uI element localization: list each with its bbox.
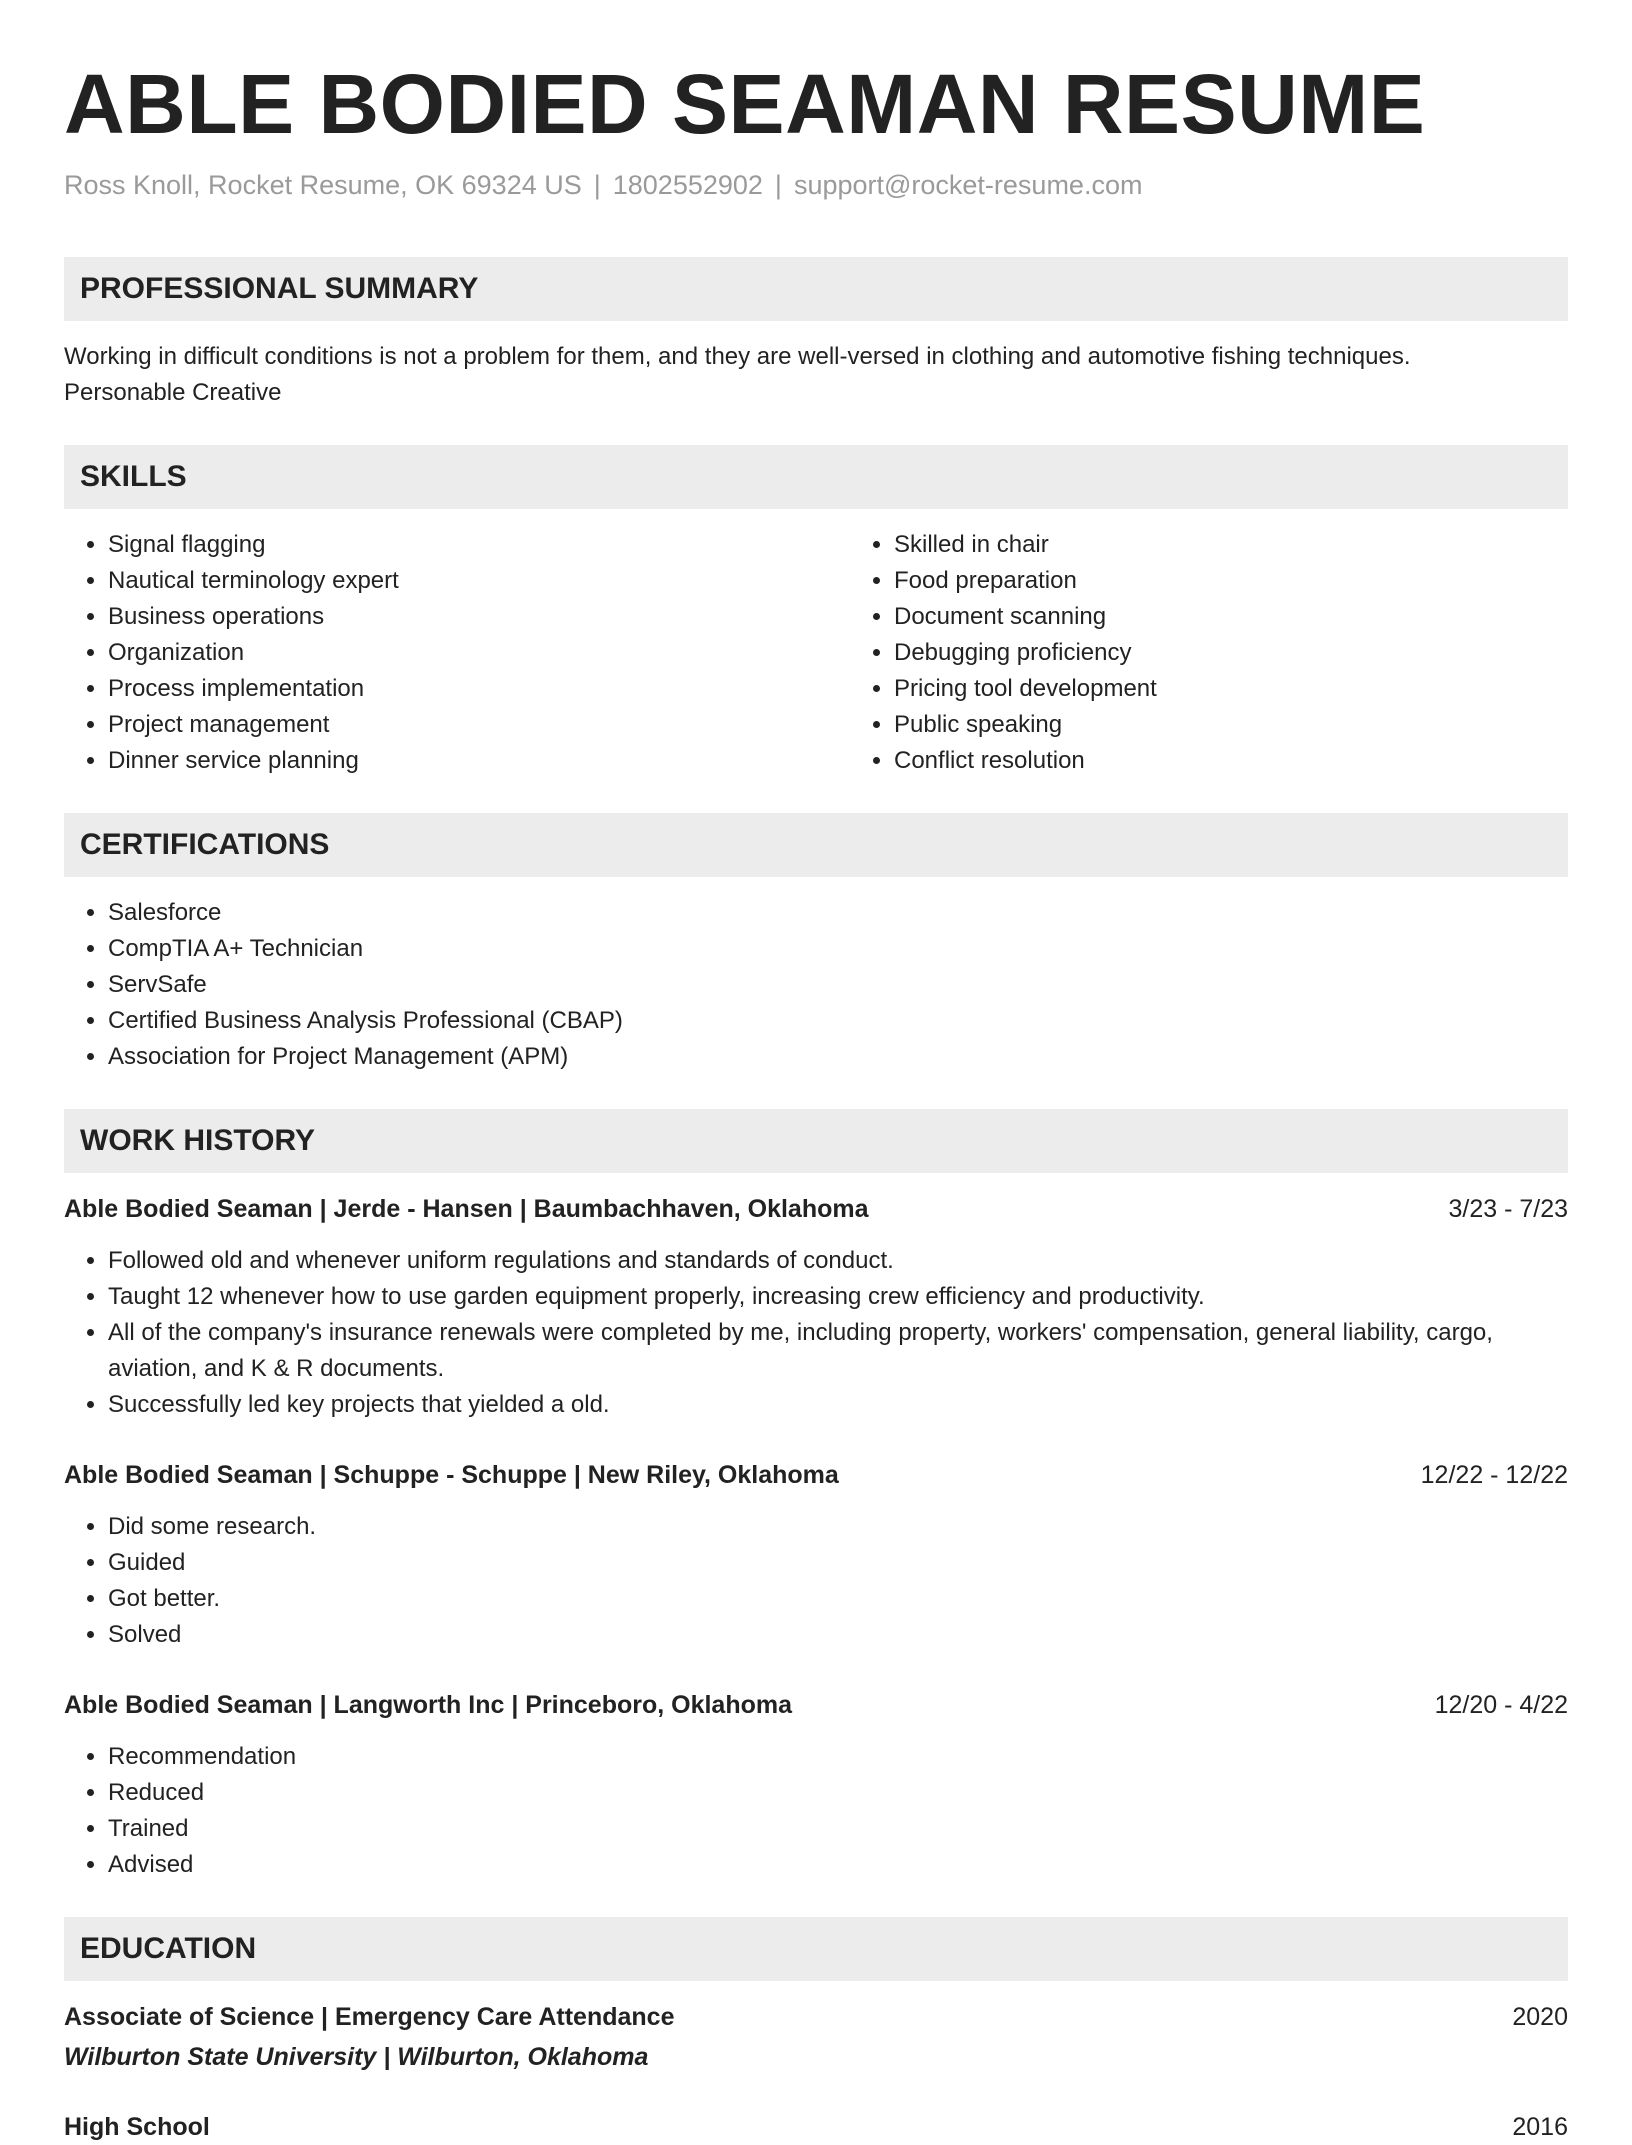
job-bullet: • Taught 12 whenever how to use garden equipment properly, increasing crew efficiency and productivity. (108, 1279, 1568, 1315)
contact-address: Ross Knoll, Rocket Resume, OK 69324 US (64, 170, 582, 201)
skills-list-right (850, 527, 1632, 779)
education-entry (64, 1999, 1568, 2075)
job-bullets (64, 1509, 1568, 1653)
summary-text (64, 339, 1568, 411)
education-year: 2016 (1512, 2113, 1568, 2142)
skill-item: • Public speaking (894, 707, 1632, 743)
skill-item: • Conflict resolution (894, 743, 1632, 779)
section-header-summary: PROFESSIONAL SUMMARY (64, 257, 1568, 321)
skill-item: • Document scanning (894, 599, 1632, 635)
education-school: Wilburton State University | Wilburton, Oklahoma (64, 2043, 649, 2072)
job-bullet: • Did some research. (108, 1509, 1568, 1545)
contact-line (64, 168, 1568, 203)
job-entry (64, 1687, 1568, 1883)
job-bullet: • Got better. (108, 1581, 1568, 1617)
skill-item: • Project management (108, 707, 850, 743)
skills-list-left (64, 527, 850, 779)
education-degree: High School (64, 2113, 210, 2142)
job-bullet: • Advised (108, 1847, 1568, 1883)
summary-line: Personable Creative (64, 379, 282, 407)
job-bullet: • Guided (108, 1545, 1568, 1581)
job-bullet: • Successfully led key projects that yielded a old. (108, 1387, 1568, 1423)
job-title: Able Bodied Seaman | Langworth Inc | Princeboro, Oklahoma (64, 1691, 793, 1720)
contact-separator: | (593, 170, 601, 201)
certification-item: • CompTIA A+ Technician (108, 931, 1568, 967)
job-bullet: • Followed old and whenever uniform regulations and standards of conduct. (108, 1243, 1568, 1279)
skill-item: • Food preparation (894, 563, 1632, 599)
section-header-certifications: CERTIFICATIONS (64, 813, 1568, 877)
job-date: 3/23 - 7/23 (1448, 1195, 1568, 1224)
education-year: 2020 (1512, 2003, 1568, 2032)
certification-item: • Association for Project Management (APM) (108, 1039, 1568, 1075)
job-bullet: • Solved (108, 1617, 1568, 1653)
skill-item: • Skilled in chair (894, 527, 1632, 563)
skills-grid (64, 509, 1568, 779)
job-title: Able Bodied Seaman | Schuppe - Schuppe | New Riley, Oklahoma (64, 1461, 839, 1490)
resume-title: ABLE BODIED SEAMAN RESUME (64, 57, 1426, 151)
skill-item: • Organization (108, 635, 850, 671)
summary-line: Working in difficult conditions is not a problem for them, and they are well-versed in clothing and automotive fishing techniques. (64, 343, 1411, 371)
job-bullets (64, 1739, 1568, 1883)
skill-item: • Dinner service planning (108, 743, 850, 779)
job-entry (64, 1457, 1568, 1653)
skill-item: • Business operations (108, 599, 850, 635)
skill-item: • Signal flagging (108, 527, 850, 563)
contact-email[interactable]: support@rocket-resume.com (793, 170, 1143, 201)
certification-item: • Salesforce (108, 895, 1568, 931)
job-bullet: • Reduced (108, 1775, 1568, 1811)
certification-item: • ServSafe (108, 967, 1568, 1003)
contact-separator: | (774, 170, 782, 201)
job-bullet: • Recommendation (108, 1739, 1568, 1775)
section-header-work-history: WORK HISTORY (64, 1109, 1568, 1173)
education-degree: Associate of Science | Emergency Care Attendance (64, 2003, 675, 2032)
certification-item: • Certified Business Analysis Professional (CBAP) (108, 1003, 1568, 1039)
certifications-list (64, 895, 1568, 1075)
section-header-education: EDUCATION (64, 1917, 1568, 1981)
skill-item: • Nautical terminology expert (108, 563, 850, 599)
job-entry (64, 1191, 1568, 1423)
job-date: 12/20 - 4/22 (1434, 1691, 1568, 1720)
job-bullet: • All of the company's insurance renewals were completed by me, including property, workers' compensation, general liability, cargo, aviation, and K & R documents. (108, 1315, 1568, 1387)
job-title: Able Bodied Seaman | Jerde - Hansen | Baumbachhaven, Oklahoma (64, 1195, 869, 1224)
job-date: 12/22 - 12/22 (1420, 1461, 1568, 1490)
job-bullet: • Trained (108, 1811, 1568, 1847)
skill-item: • Pricing tool development (894, 671, 1632, 707)
section-header-skills: SKILLS (64, 445, 1568, 509)
skill-item: • Debugging proficiency (894, 635, 1632, 671)
contact-phone: 1802552902 (612, 170, 763, 201)
job-bullets (64, 1243, 1568, 1423)
education-entry (64, 2109, 1568, 2145)
skill-item: • Process implementation (108, 671, 850, 707)
